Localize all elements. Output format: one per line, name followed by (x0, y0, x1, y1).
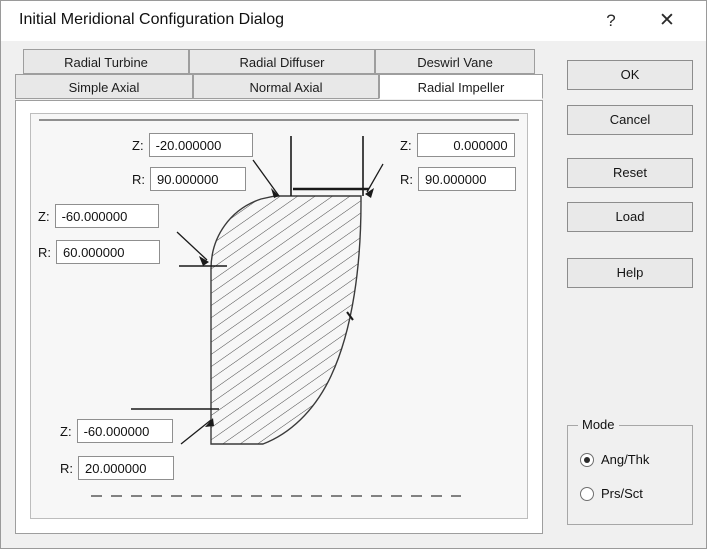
reset-button[interactable]: Reset (567, 158, 693, 188)
radio-prs-sct[interactable] (580, 486, 643, 501)
tab-deswirl-vane[interactable]: Deswirl Vane (375, 49, 535, 74)
help-question-icon[interactable]: ? (606, 11, 616, 30)
field-r-inlet-hub[interactable] (38, 240, 160, 264)
ok-button[interactable]: OK (567, 60, 693, 90)
input-r-inlet-shroud[interactable] (150, 167, 246, 191)
tab-radial-turbine[interactable]: Radial Turbine (23, 49, 189, 74)
field-r-outlet-shroud[interactable] (400, 167, 516, 191)
field-label-r: R: (132, 171, 145, 187)
input-z-outlet-hub[interactable] (77, 419, 173, 443)
input-r-outlet-shroud[interactable] (418, 167, 516, 191)
field-z-outlet-hub[interactable] (60, 419, 173, 443)
tab-strip (15, 49, 543, 101)
field-label-z: Z: (60, 423, 72, 439)
mode-group-title: Mode (578, 417, 619, 432)
field-r-inlet-shroud[interactable] (132, 167, 246, 191)
radio-ang-thk[interactable] (580, 452, 649, 467)
title-bar (1, 1, 706, 41)
radio-selected-icon (580, 453, 594, 467)
input-r-inlet-hub[interactable] (56, 240, 160, 264)
cancel-button[interactable]: Cancel (567, 105, 693, 135)
field-label-r: R: (38, 244, 51, 260)
radio-unselected-icon (580, 487, 594, 501)
tab-page-radial-impeller (15, 100, 543, 534)
tab-radial-impeller[interactable]: Radial Impeller (379, 74, 543, 99)
field-z-inlet-shroud[interactable] (132, 133, 253, 157)
field-r-outlet-hub[interactable] (60, 456, 174, 480)
radio-ang-thk-label: Ang/Thk (601, 452, 650, 467)
radio-prs-sct-label: Prs/Sct (601, 486, 643, 501)
field-label-z: Z: (132, 137, 144, 153)
field-label-r: R: (60, 460, 73, 476)
field-z-outlet-shroud[interactable] (400, 133, 515, 157)
impeller-cross-section (211, 196, 361, 444)
load-button[interactable]: Load (567, 202, 693, 232)
field-label-z: Z: (38, 208, 50, 224)
help-button[interactable]: Help (567, 258, 693, 288)
tab-simple-axial[interactable]: Simple Axial (15, 74, 193, 99)
field-label-r: R: (400, 171, 413, 187)
input-z-inlet-hub[interactable] (55, 204, 159, 228)
window-title: Initial Meridional Configuration Dialog (19, 11, 285, 28)
input-r-outlet-hub[interactable] (78, 456, 174, 480)
field-z-inlet-hub[interactable] (38, 204, 159, 228)
tab-normal-axial[interactable]: Normal Axial (193, 74, 379, 99)
input-z-inlet-shroud[interactable] (149, 133, 253, 157)
field-label-z: Z: (400, 137, 412, 153)
mode-group (567, 417, 693, 525)
close-icon[interactable]: ✕ (659, 10, 675, 31)
input-z-outlet-shroud[interactable] (417, 133, 515, 157)
tab-radial-diffuser[interactable]: Radial Diffuser (189, 49, 375, 74)
